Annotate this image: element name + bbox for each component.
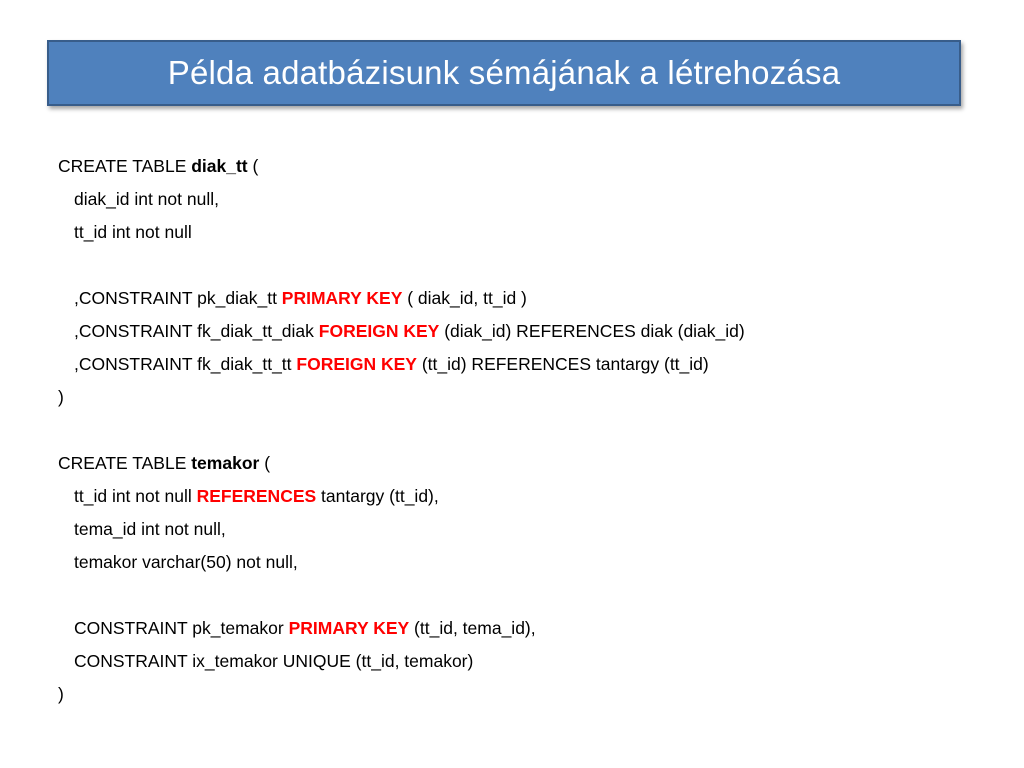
create-table-temakor-line (58, 447, 998, 480)
foreign-key-keyword: FOREIGN KEY (296, 354, 417, 374)
constraint-references: (tt_id) REFERENCES tantargy (tt_id) (416, 354, 709, 374)
table-name-diak-tt: diak_tt (191, 156, 248, 176)
constraint-text: ,CONSTRAINT pk_diak_tt (74, 288, 282, 308)
open-paren: ( (259, 453, 271, 473)
create-keyword: CREATE TABLE (58, 156, 192, 176)
column-text: tt_id int not null (74, 486, 197, 506)
close-paren-temakor: ) (58, 684, 64, 704)
create-table-diak-tt-line (58, 150, 998, 183)
sql-code-block (58, 150, 998, 711)
constraint-text: CONSTRAINT pk_temakor (74, 618, 289, 638)
column-tt-id: tt_id int not null (74, 222, 192, 242)
column-references: tantargy (tt_id), (316, 486, 439, 506)
blank-line (58, 579, 998, 612)
constraint-ix-temakor: CONSTRAINT ix_temakor UNIQUE (tt_id, temakor) (74, 651, 474, 671)
constraint-references: (diak_id) REFERENCES diak (diak_id) (439, 321, 745, 341)
table-name-temakor: temakor (191, 453, 260, 473)
constraint-pk-temakor (58, 612, 998, 645)
blank-line (58, 414, 998, 447)
constraint-fk-diak-tt-tt (58, 348, 998, 381)
constraint-pk-diak-tt (58, 282, 998, 315)
close-paren-diak-tt: ) (58, 387, 64, 407)
slide-title-box (47, 40, 961, 106)
primary-key-keyword: PRIMARY KEY (281, 288, 403, 308)
references-keyword: REFERENCES (196, 486, 317, 506)
column-diak-id: diak_id int not null, (74, 189, 219, 209)
open-paren: ( (247, 156, 259, 176)
create-keyword: CREATE TABLE (58, 453, 192, 473)
column-temakor: temakor varchar(50) not null, (74, 552, 298, 572)
constraint-columns: ( diak_id, tt_id ) (402, 288, 527, 308)
constraint-columns: (tt_id, tema_id), (409, 618, 536, 638)
blank-line (58, 249, 998, 282)
slide-title: Példa adatbázisunk sémájának a létrehozása (167, 54, 841, 91)
column-tt-id-references (58, 480, 998, 513)
constraint-text: ,CONSTRAINT fk_diak_tt_tt (74, 354, 297, 374)
column-tema-id: tema_id int not null, (74, 519, 226, 539)
primary-key-keyword: PRIMARY KEY (288, 618, 410, 638)
constraint-text: ,CONSTRAINT fk_diak_tt_diak (74, 321, 319, 341)
constraint-fk-diak-tt-diak (58, 315, 998, 348)
foreign-key-keyword: FOREIGN KEY (318, 321, 440, 341)
